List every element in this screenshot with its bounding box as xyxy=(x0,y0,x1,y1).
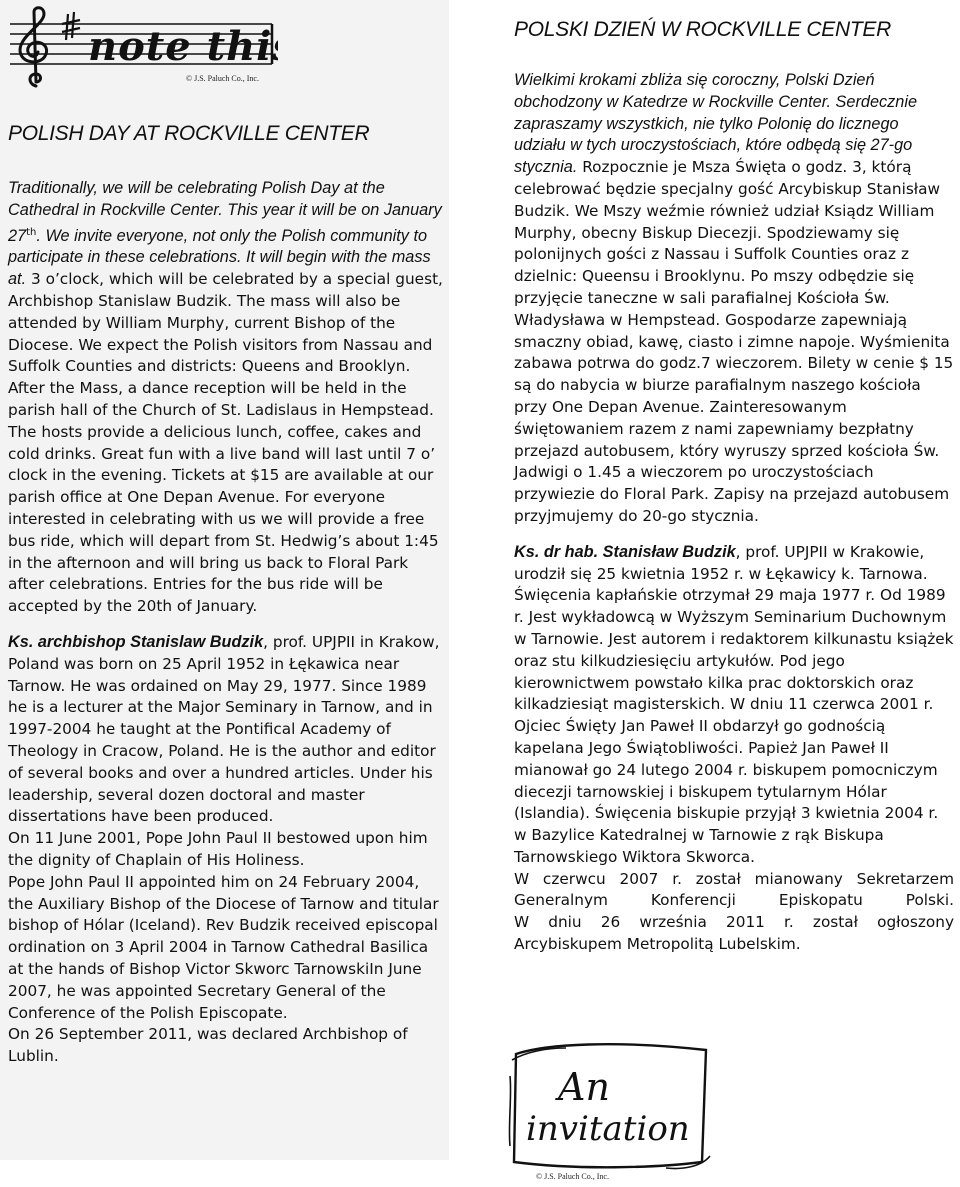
svg-text:note this: note this xyxy=(88,23,278,70)
english-bio-text: , prof. UPJPII in Krakow, Poland was born on 25 April 1952 in Łękawica near Tarnow. He was ordained on May 29, 1977. Since 1989 he is a lecturer at the Major Seminary in Tarnow, and in 1997-2004 he taught at the Pontifical Academy of Theology in Cracow, Poland. He is the author and editor of several books and over a hundred articles. Under his leadership, several dozen doctoral and master dissertations have been produced. xyxy=(8,633,440,826)
english-bio-paragraph xyxy=(8,632,444,828)
english-intro-italic-2: . We invite everyone, not only the Polish community to participate in these celebrations. It will begin with the mass at. xyxy=(8,226,431,289)
polish-appointment-2007: W czerwcu 2007 r. został mianowany Sekretarzem Generalnym Konferencji Episkopatu Polski. xyxy=(514,869,954,910)
english-intro-paragraph xyxy=(8,178,444,618)
polish-bio-text: , prof. UPJPII w Krakowie, urodził się 25 kwietnia 1952 r. w Łękawicy k. Tarnowa. Święcenia kapłańskie otrzymał 29 maja 1977 r. Od 1989 r. Jest wykładowcą w Wyższym Seminarium Duchownym w Tarnowie. Jest autorem i redaktorem kilkunastu książek oraz stu kilkudziesięciu artykułów. Pod jego kierownictwem powstało kilka prac doktorskich oraz kilkadziesiąt magisterskich. W dniu 11 czerwca 2001 r. Ojciec Święty Jan Paweł II obdarzył go godnością kapelana Jego Świątobliwości. Papież Jan Paweł II mianował go 24 lutego 2004 r. biskupem pomocniczym diecezji tarnowskiej i biskupem tytularnym Hólar (Islandia). Święcenia biskupie przyjął 3 kwietnia 2004 r. w Bazylice Katedralnej w Tarnowie z rąk Biskupa Tarnowskiego Wiktora Skworca. xyxy=(514,542,954,866)
logo-credit: © J.S. Paluch Co., Inc. xyxy=(186,74,259,83)
polish-appointment-2011: W dniu 26 września 2011 r. został ogłoszony Arcybiskupem Metropolitą Lubelskim. xyxy=(514,913,954,954)
polish-intro-italic: Wielkimi krokami zbliża się coroczny, Polski Dzień obchodzony w Katedrze w Rockville Center. Serdecznie zapraszamy wszystkich, nie tylko Polonię do licznego udziału w tych uroczystościach, które odbędą się 27-go stycznia. xyxy=(514,71,918,177)
english-bio-name: Ks. archbishop Stanislaw Budzik xyxy=(8,633,264,652)
polish-bio-paragraph xyxy=(514,542,954,869)
english-event-details: 3 o’clock, which will be celebrated by a special guest, Archbishop Stanislaw Budzik. The mass will also be attended by William Murphy, current Bishop of the Diocese. We expect the Polish visitors from Nassau and Suffolk Counties and districts: Queens and Brooklyn. After the Mass, a dance reception will be held in the parish hall of the Church of St. Ladislaus in Hempstead. The hosts provide a delicious lunch, coffee, cakes and cold drinks. Great fun with a live band will last until 7 o’ clock in the evening. Tickets at $15 are available at our parish office at One Depan Avenue. For everyone interested in celebrating with us we will provide a free bus ride, which will depart from St. Hedwig’s about 1:45 in the afternoon and will bring us back to Floral Park after celebrations. Entries for the bus ride will be accepted by the 20th of January. xyxy=(8,270,443,616)
an-invitation-logo xyxy=(506,1036,716,1186)
svg-text:An: An xyxy=(558,1065,610,1109)
polish-body xyxy=(514,70,954,956)
english-body xyxy=(8,178,444,1068)
polish-intro-paragraph xyxy=(514,70,954,528)
invitation-frame-icon xyxy=(506,1036,716,1176)
note-this-logo xyxy=(8,6,278,94)
polish-bio-name: Ks. dr hab. Stanisław Budzik xyxy=(514,542,736,561)
english-bio-p3: Pope John Paul II appointed him on 24 February 2004, the Auxiliary Bishop of the Diocese of Tarnow and titular bishop of Hólar (Iceland). Rev Budzik received episcopal ordination on 3 April 2004 in Tarnow Cathedral Basilica at the hands of Bishop Victor Skworc TarnowskiIn June 2007, he was appointed Secretary General of the Conference of the Polish Episcopate. xyxy=(8,872,439,1022)
english-bio-p2: On 11 June 2001, Pope John Paul II bestowed upon him the dignity of Chaplain of His Holiness. xyxy=(8,829,428,869)
invitation-credit: © J.S. Paluch Co., Inc. xyxy=(536,1172,609,1181)
english-bio-p4: On 26 September 2011, was declared Archbishop of Lublin. xyxy=(8,1025,408,1066)
svg-text:invitation: invitation xyxy=(526,1109,690,1149)
english-title: POLISH DAY AT ROCKVILLE CENTER xyxy=(8,122,370,145)
english-intro-italic: Traditionally, we will be celebrating Polish Day at the Cathedral in Rockville Center. This year it will be on January 27 xyxy=(8,179,442,245)
polish-title: POLSKI DZIEŃ W ROCKVILLE CENTER xyxy=(514,18,891,41)
ordinal-suffix: th xyxy=(26,226,37,238)
polish-event-details: Rozpocznie je Msza Święta o godz. 3, którą celebrować będzie specjalny gość Arcybiskup Stanisław Budzik. We Mszy weźmie również udział Ksiądz William Murphy, obecny Biskup Diecezji. Spodziewamy się polonijnych gości z Nassau i Suffolk Counties oraz z dzielnic: Queensu i Brooklynu. Po mszy odbędzie się przyjęcie taneczne w sali parafialnej Kościoła Św. Władysława w Hempstead. Gospodarze zapewniają smaczny obiad, kawę, ciasto i zimne napoje. Wyśmienita zabawa potrwa do godz.7 wieczorem. Bilety w cenie $ 15 są do nabycia w biurze parafialnym naszego kościoła przy One Depan Avenue. Zainteresowanym świętowaniem razem z nami zapewniamy bezpłatny przejazd autobusem, który wyruszy sprzed kościoła Św. Jadwigi o 1.45 a wieczorem po uroczystościach przywiezie do Floral Park. Zapisy na przejazd autobusem przyjmujemy do 20-go stycznia. xyxy=(514,158,954,525)
